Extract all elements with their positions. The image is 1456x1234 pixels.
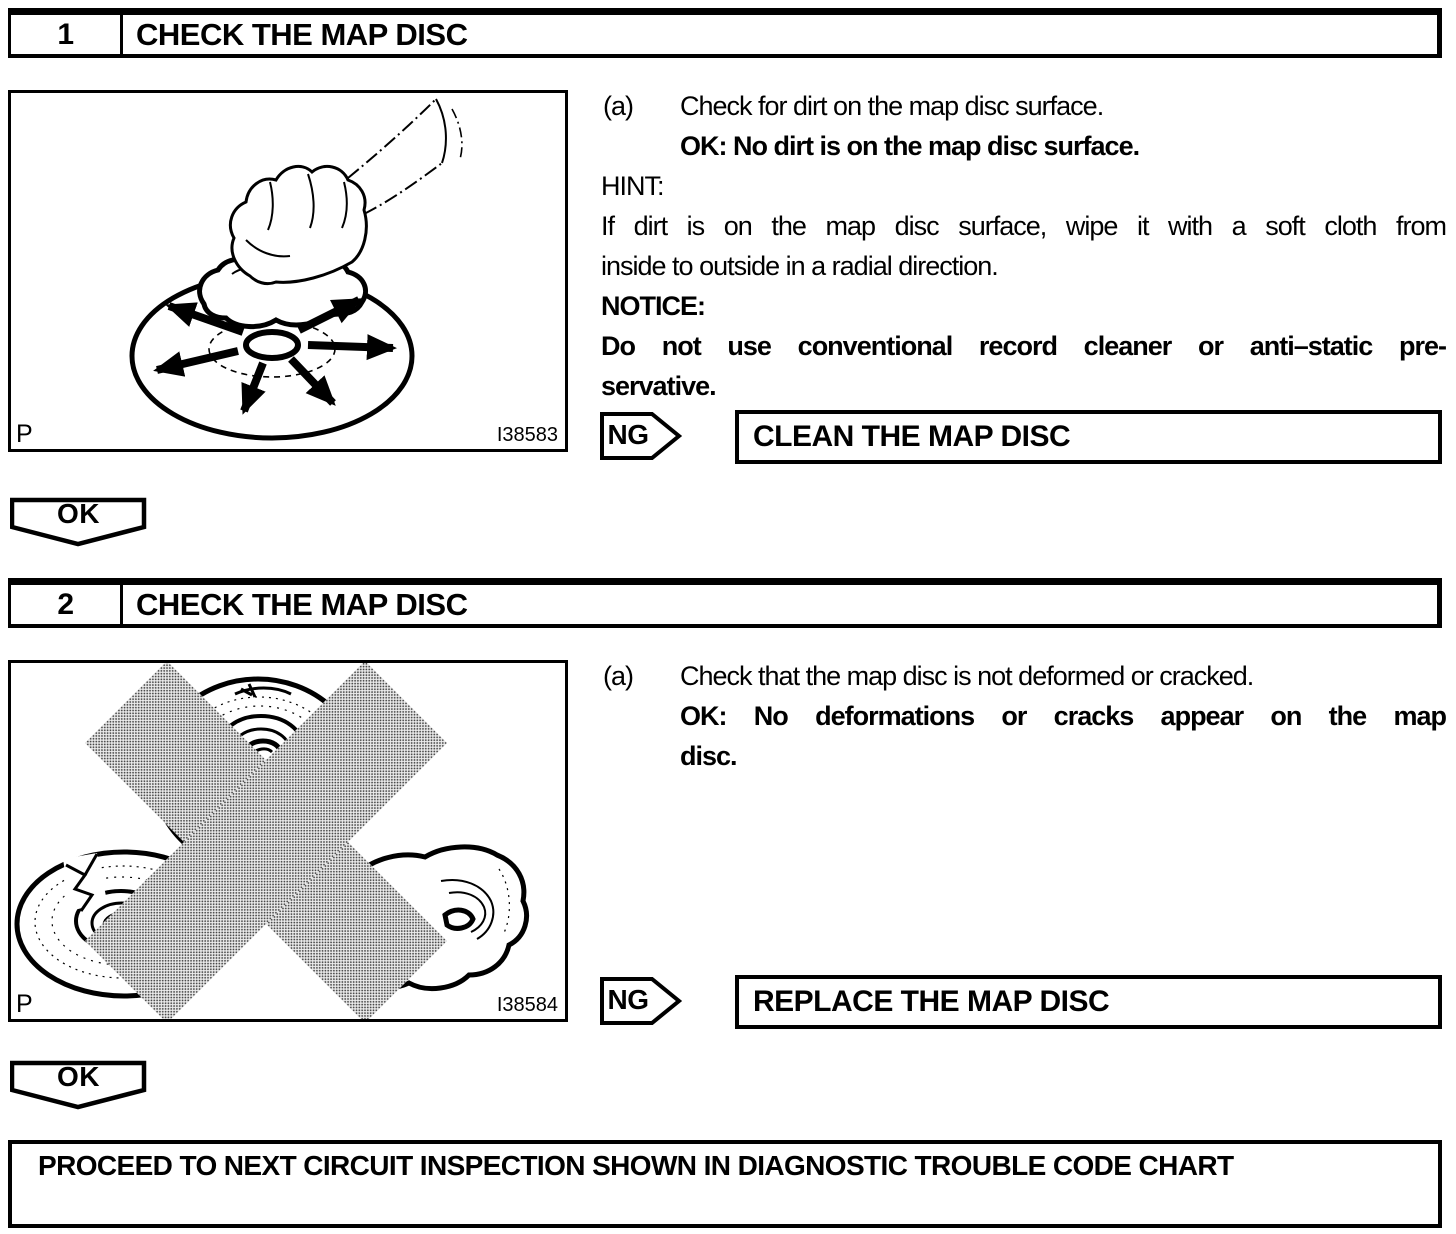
step1-figure bbox=[8, 90, 568, 452]
figure2-corner-label: P bbox=[16, 990, 33, 1018]
step1-ng-connector bbox=[600, 412, 682, 462]
step2-ng-connector bbox=[600, 977, 682, 1027]
step2-figure bbox=[8, 660, 568, 1022]
step2-number: 2 bbox=[11, 585, 123, 624]
step1-notice-line-2: servative. bbox=[601, 371, 716, 401]
step1-ok-connector bbox=[10, 497, 147, 549]
step1-item-line bbox=[601, 86, 1446, 126]
step1-title: CHECK THE MAP DISC bbox=[136, 16, 468, 52]
step1-ng-action: CLEAN THE MAP DISC bbox=[735, 410, 1442, 464]
step1-hint-label: HINT: bbox=[601, 171, 664, 201]
step2-title: CHECK THE MAP DISC bbox=[136, 586, 468, 622]
step1-ng-label: NG bbox=[607, 419, 649, 450]
step2-item-line bbox=[601, 656, 1446, 696]
step2-ok-line-1 bbox=[601, 696, 1446, 736]
step1-header bbox=[8, 8, 1442, 58]
figure1-corner-label: P bbox=[16, 420, 33, 448]
step2-item-text: Check that the map disc is not deformed or cracked. bbox=[680, 661, 1254, 691]
step1-hint-line-2: inside to outside in a radial direction. bbox=[601, 251, 998, 281]
step2-item-marker: (a) bbox=[603, 661, 633, 691]
step2-header bbox=[8, 578, 1442, 628]
step1-ok-label: OK bbox=[57, 498, 100, 529]
step1-ok-line: OK: No dirt is on the map disc surface. bbox=[680, 131, 1140, 161]
step1-notice-label: NOTICE: bbox=[601, 291, 705, 321]
step2-ok-label: OK bbox=[57, 1061, 100, 1092]
step1-text bbox=[601, 86, 1446, 406]
damaged-discs-illustration bbox=[11, 663, 565, 1019]
footer-directive: PROCEED TO NEXT CIRCUIT INSPECTION SHOWN IN DIAGNOSTIC TROUBLE CODE CHART bbox=[8, 1140, 1442, 1228]
figure2-id: I38584 bbox=[496, 994, 558, 1016]
wipe-disc-illustration bbox=[11, 93, 565, 449]
figure1-id: I38583 bbox=[496, 424, 558, 446]
step2-text bbox=[601, 656, 1446, 776]
step2-ok-connector bbox=[10, 1060, 147, 1112]
step1-item-marker: (a) bbox=[603, 91, 633, 121]
step2-ok-line-1-text: OK: No deformations or cracks appear on the map bbox=[680, 701, 1446, 731]
step1-notice-line-1: Do not use conventional record cleaner or anti–static pre- bbox=[601, 331, 1446, 361]
step1-item-text: Check for dirt on the map disc surface. bbox=[680, 91, 1104, 121]
step1-hint-line-1: If dirt is on the map disc surface, wipe it with a soft cloth from bbox=[601, 211, 1446, 241]
step2-ng-action: REPLACE THE MAP DISC bbox=[735, 975, 1442, 1029]
step1-number: 1 bbox=[11, 15, 123, 54]
step2-ok-line-2: disc. bbox=[680, 741, 737, 771]
step2-ng-label: NG bbox=[607, 984, 649, 1015]
